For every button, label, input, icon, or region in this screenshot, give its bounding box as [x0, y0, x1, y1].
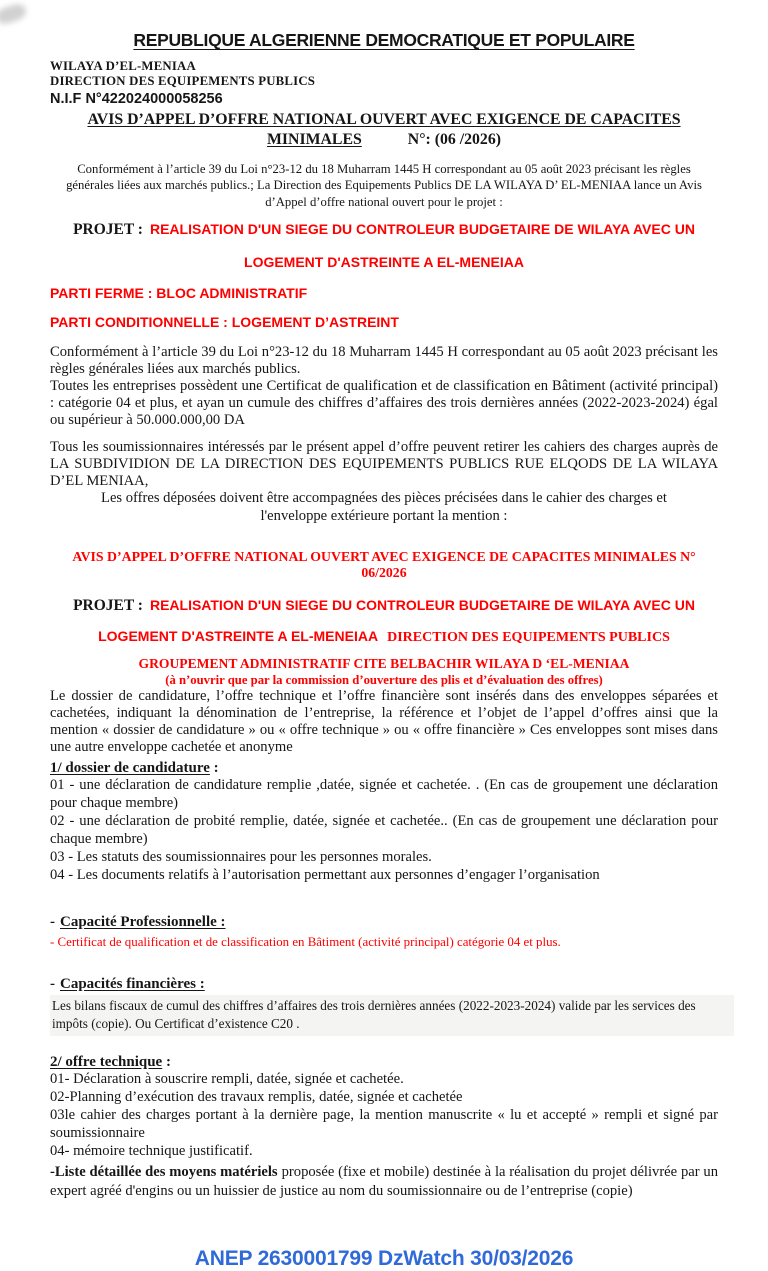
technical-item-2: 02-Planning d’exécution des travaux remplis, datée, signée et cachetée — [50, 1089, 463, 1106]
technical-item-1: 01- Déclaration à souscrire rempli, datée, signée et cachetée. — [50, 1071, 404, 1088]
materials-list-lead: -Liste détaillée des moyens matériels — [50, 1164, 278, 1181]
retrieval-paragraph: Tous les soumissionnaires intéressés par le présent appel d’offre peuvent retirer les cahiers des charges auprès de LA SUBDIVIDION DE LA DIRECTION DES EQUIPEMENTS PUBLICS RUE ELQODS DE LA WILAYA D’EL MENIAA, — [50, 439, 718, 490]
groupement-line: GROUPEMENT ADMINISTRATIF CITE BELBACHIR WILAYA D ‘EL-MENIAA — [138, 655, 630, 671]
technical-item-4: 04- mémoire technique justificatif. — [50, 1143, 253, 1160]
anep-footer: ANEP 2630001799 DzWatch 30/03/2026 — [194, 1246, 574, 1270]
professional-capacity-heading: - Capacité Professionnelle : — [50, 914, 226, 931]
legal-paragraph: Conformément à l’article 39 du Loi n°23-12 du 18 Muharram 1445 H correspondant au 05 août 2023 précisant les règles générales liées aux marchés publics. — [50, 343, 718, 378]
candidature-item-1: 01 - une déclaration de candidature remplie ,datée, signée et cachetée. . (En cas de groupement une déclaration pour chaque membre) — [50, 776, 718, 811]
offers-note-line2: l'enveloppe extérieure portant la mention : — [260, 507, 508, 524]
mention-project-line1 — [50, 597, 718, 615]
notice-title-minimales: MINIMALES — [267, 130, 362, 148]
document-title — [50, 30, 718, 51]
project-title-line2 — [50, 254, 718, 272]
project-name-part2: LOGEMENT D'ASTREINTE A EL-MENEIAA — [244, 253, 524, 270]
notice-title-line2 — [50, 130, 718, 150]
mention-project-label: PROJET : — [73, 596, 143, 614]
envelope-mention-title: AVIS D’APPEL D’OFFRE NATIONAL OUVERT AVEC EXIGENCE DE CAPACITES MINIMALES N° 06/2026 — [72, 548, 696, 580]
technical-item-3: 03le cahier des charges portant à la dernière page, la mention manuscrite « lu et accepté » rempli et signé par soumissionnaire — [50, 1107, 718, 1142]
notice-number: N°: (06 /2026) — [407, 130, 501, 148]
spacer — [50, 884, 718, 910]
parti-conditionnelle: PARTI CONDITIONNELLE : LOGEMENT D’ASTREINT — [50, 313, 399, 330]
financial-capacity-heading: - Capacités financières : — [50, 976, 205, 993]
parti-ferme: PARTI FERME : BLOC ADMINISTRATIF — [50, 284, 308, 301]
materials-list-paragraph — [50, 1163, 718, 1201]
project-label: PROJET : — [73, 220, 143, 238]
opening-note: (à n’ouvrir que par la commission d’ouverture des plis et d’évaluation des offres) — [165, 672, 603, 687]
mention-project-part2: LOGEMENT D'ASTREINTE A EL-MENEIAA — [98, 627, 379, 644]
technical-offer-heading: 2/ offre technique : — [50, 1054, 171, 1071]
candidature-item-2: 02 - une déclaration de probité remplie, datée, signée et cachetée.. (En cas de groupement une déclaration pour chaque membre) — [50, 812, 718, 847]
candidature-heading: 1/ dossier de candidature : — [50, 759, 219, 776]
wilaya-name: WILAYA D’EL-MENIAA — [50, 59, 196, 73]
document-title-text: REPUBLIQUE ALGERIENNE DEMOCRATIQUE ET POPULAIRE — [133, 30, 635, 50]
project-title-line1 — [50, 221, 718, 239]
spacer — [50, 950, 718, 972]
certificate-requirement: - Certificat de qualification et de classification en Bâtiment (activité principal) catégorie 04 et plus. — [50, 935, 561, 950]
materials-list-rest: proposée (fixe et mobile) destinée à la réalisation du projet délivrée par un expert agréé d'engins ou un huissier de justice au nom du soumissionnaire ou de l’entreprise (copie) — [50, 1164, 718, 1200]
intro-paragraph: Conformément à l’article 39 du Loi n°23-12 du 18 Muharram 1445 H correspondant au 05 août 2023 précisant les règles générales liées aux marchés publics.; La Direction des Equipements Publics DE LA WILAYA D’ EL-MENIAA lance un Avis d’Appel d’offre national ouvert pour le projet : — [66, 161, 702, 210]
notice-title-line1: AVIS D’APPEL D’OFFRE NATIONAL OUVERT AVEC EXIGENCE DE CAPACITES — [87, 111, 681, 129]
candidature-item-3: 03 - Les statuts des soumissionnaires pour les personnes morales. — [50, 848, 432, 865]
financial-capacity-paragraph: Les bilans fiscaux de cumul des chiffres d’affaires des trois dernières années (2022-2023-2024) valide par les services des impôts (copie). Ou Certificat d’existence C20 . — [50, 995, 734, 1036]
mention-project-part1: REALISATION D'UN SIEGE DU CONTROLEUR BUDGETAIRE DE WILAYA AVEC UN — [149, 596, 695, 613]
candidature-item-4: 04 - Les documents relatifs à l’autorisation permettant aux personnes d’engager l’organisation — [50, 866, 600, 883]
nif-number: N.I.F N°422024000058256 — [50, 91, 223, 108]
eligibility-paragraph: Toutes les entreprises possèdent une Certificat de qualification et de classification en Bâtiment (activité principal) : catégorie 04 et plus, et ayan un cumule des chiffres d’affaires des trois dernières années (2022-2023-2024) égal ou supérieur à 50.000.000,00 DA — [50, 378, 718, 429]
spacer — [50, 1036, 718, 1050]
offers-note-line1: Les offres déposées doivent être accompagnées des pièces précisées dans le cahier des charges et — [101, 490, 667, 507]
envelopes-paragraph: Le dossier de candidature, l’offre technique et l’offre financière sont insérés dans des enveloppes séparées et cachetées, indiquant la dénomination de l’entreprise, la référence et l’objet de l’appel d’offres ainsi que la mention « dossier de candidature » ou « offre technique » ou « offre financière » Ces enveloppes sont mises dans une autre enveloppe cachetée et anonyme — [50, 687, 718, 755]
project-name-part1: REALISATION D'UN SIEGE DU CONTROLEUR BUDGETAIRE DE WILAYA AVEC UN — [149, 220, 695, 237]
mention-direction: DIRECTION DES EQUIPEMENTS PUBLICS — [387, 629, 670, 645]
mention-project-line2 — [50, 628, 718, 646]
direction-name: DIRECTION DES EQUIPEMENTS PUBLICS — [50, 74, 316, 89]
notice-title — [50, 110, 718, 149]
